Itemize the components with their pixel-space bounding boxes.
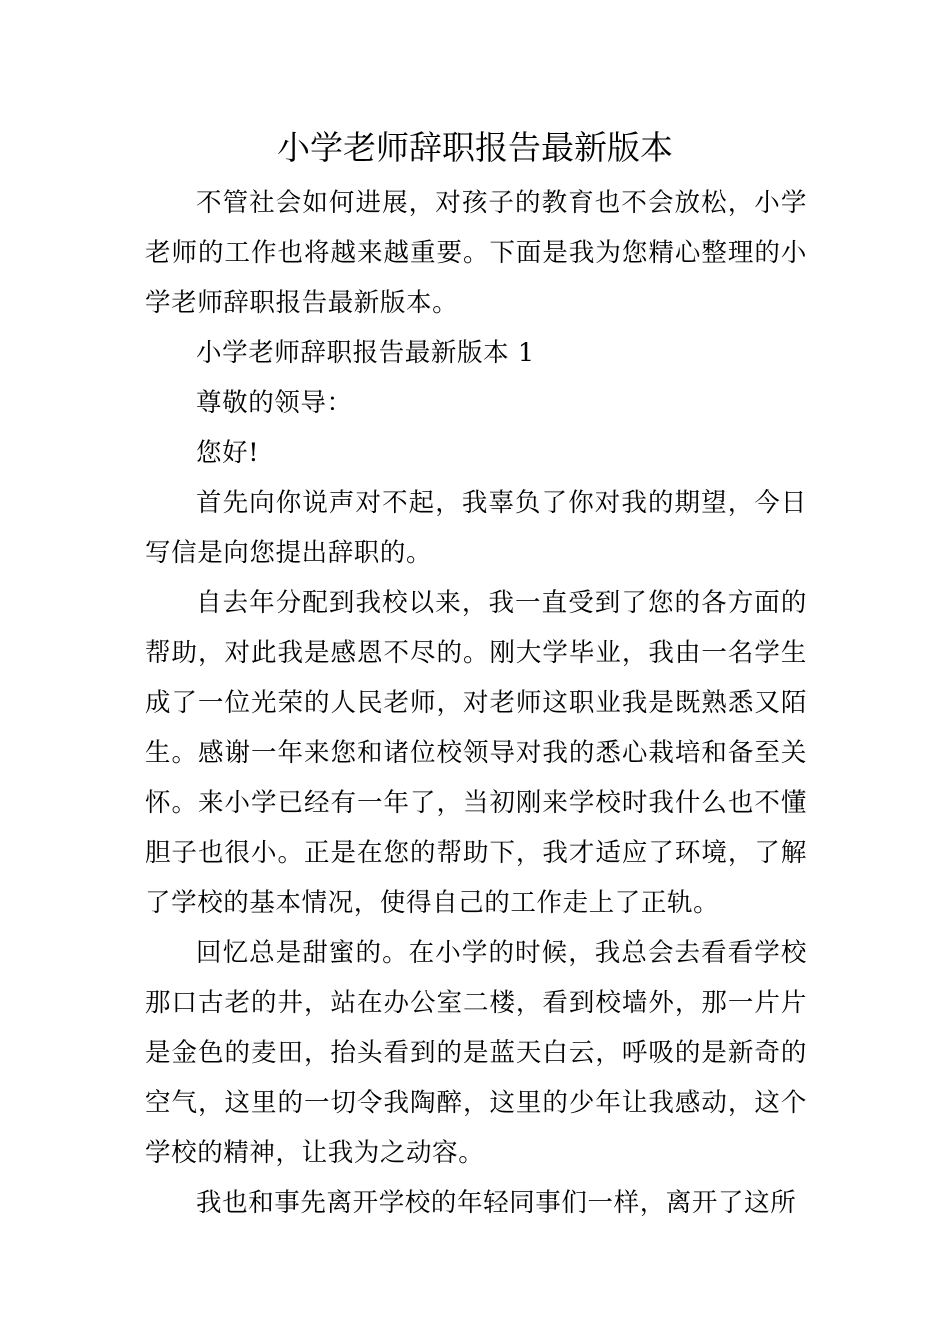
paragraph-section-heading: 小学老师辞职报告最新版本 1 — [196, 338, 535, 368]
paragraph-greeting: 您好! — [196, 438, 260, 468]
document-body — [145, 178, 807, 1228]
paragraph-gratitude: 自去年分配到我校以来，我一直受到了您的各方面的帮助，对此我是感恩不尽的。刚大学毕业，我由一名学生成了一位光荣的人民老师，对老师这职业我是既熟悉又陌生。感谢一年来您和诸位校领导对我的悉心栽培和备至关怀。来小学已经有一年了，当初刚来学校时我什么也不懂胆子也很小。正是在您的帮助下，我才适应了环境，了解了学校的基本情况，使得自己的工作走上了正轨。 — [145, 588, 807, 918]
paragraph-leaving: 我也和事先离开学校的年轻同事们一样，离开了这所 — [196, 1188, 797, 1218]
paragraph-intro: 不管社会如何进展，对孩子的教育也不会放松，小学老师的工作也将越来越重要。下面是我为您精心整理的小学老师辞职报告最新版本。 — [145, 188, 807, 318]
paragraph-memories: 回忆总是甜蜜的。在小学的时候，我总会去看看学校那口古老的井，站在办公室二楼，看到校墙外，那一片片是金色的麦田，抬头看到的是蓝天白云，呼吸的是新奇的空气，这里的一切令我陶醉，这里的少年让我感动，这个学校的精神，让我为之动容。 — [145, 938, 807, 1168]
paragraph-salutation: 尊敬的领导： — [196, 388, 353, 418]
paragraph-apology: 首先向你说声对不起，我辜负了你对我的期望，今日写信是向您提出辞职的。 — [145, 488, 807, 568]
document-title: 小学老师辞职报告最新版本 — [277, 128, 673, 167]
